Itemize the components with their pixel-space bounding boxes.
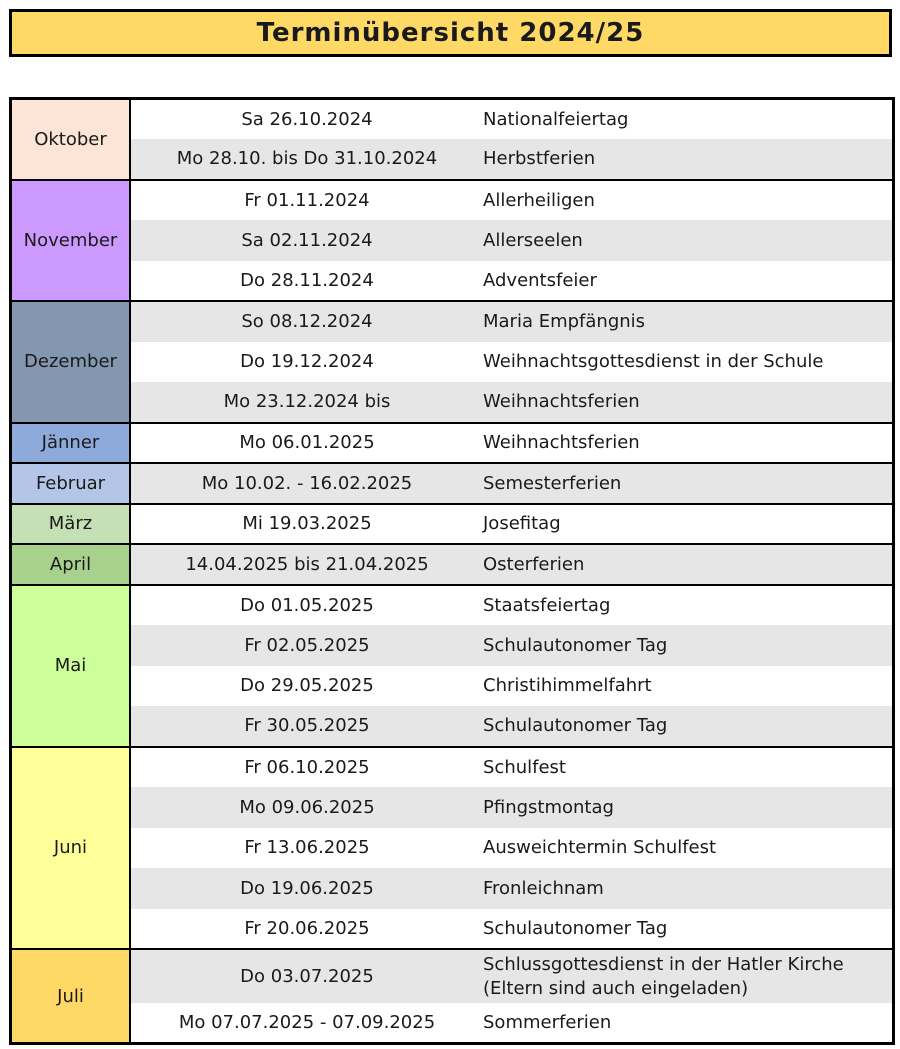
event-date: Mo 28.10. bis Do 31.10.2024 (130, 139, 483, 180)
schedule-row (11, 180, 894, 221)
event-date: Do 28.11.2024 (240, 269, 374, 291)
schedule-row (11, 625, 894, 666)
schedule-row (11, 949, 894, 1003)
event-title: Pfingstmontag (483, 787, 894, 828)
schedule-row (11, 382, 894, 423)
event-date: Mi 19.03.2025 (130, 504, 483, 545)
event-date: Sa 02.11.2024 (130, 220, 483, 261)
schedule-row (11, 585, 894, 626)
event-date: Mo 07.07.2025 - 07.09.2025 (178, 1012, 436, 1033)
event-date: Do 19.12.2024 (240, 351, 374, 373)
event-title: Weihnachtsferien (483, 423, 894, 464)
month-label: Oktober (11, 99, 131, 180)
event-title: Ausweichtermin Schulfest (483, 837, 717, 859)
schedule-row (11, 747, 894, 788)
event-title: Osterferien (483, 544, 894, 585)
month-label: Juli (11, 949, 131, 1044)
month-label: Juni (11, 747, 131, 950)
event-date: Mo 06.01.2025 (130, 423, 483, 464)
schedule-row (11, 463, 894, 504)
event-date: Fr 06.10.2025 (130, 747, 483, 788)
event-title: Weihnachtsgottesdienst in der Schule (483, 351, 824, 373)
event-title: Schulautonomer Tag (483, 625, 894, 666)
event-title: Fronleichnam (483, 868, 894, 909)
schedule-row (11, 1003, 894, 1044)
event-date: Do 29.05.2025 (240, 675, 374, 697)
month-label: Februar (11, 463, 131, 504)
event-date: Do 01.05.2025 (130, 585, 483, 626)
schedule-row (11, 666, 894, 707)
event-title: Josefitag (483, 504, 894, 545)
event-date: Mo 09.06.2025 (130, 787, 483, 828)
event-title: Maria Empfängnis (483, 301, 894, 342)
event-date: Do 19.06.2025 (130, 868, 483, 909)
schedule-row (11, 139, 894, 180)
month-label: November (11, 180, 131, 302)
month-label: Jänner (11, 423, 131, 464)
event-title: Schulautonomer Tag (483, 917, 668, 939)
event-date: Fr 30.05.2025 (130, 706, 483, 747)
event-date: Mo 10.02. - 16.02.2025 (130, 463, 483, 504)
event-title: Nationalfeiertag (483, 99, 894, 140)
schedule-row (11, 828, 894, 869)
schedule-row (11, 261, 894, 302)
event-date: Fr 13.06.2025 (244, 837, 370, 859)
month-label: Mai (11, 585, 131, 747)
event-title: Allerheiligen (483, 180, 894, 221)
schedule-row (11, 342, 894, 383)
schedule-row (11, 868, 894, 909)
event-title: Semesterferien (483, 463, 894, 504)
month-label: Dezember (11, 301, 131, 423)
event-title: Sommerferien (483, 1012, 612, 1033)
event-date: Fr 01.11.2024 (130, 180, 483, 221)
schedule-row (11, 544, 894, 585)
event-date: So 08.12.2024 (130, 301, 483, 342)
event-date: Fr 02.05.2025 (130, 625, 483, 666)
event-title: Schulfest (483, 747, 894, 788)
event-title: Weihnachtsferien (483, 382, 894, 423)
event-title: Staatsfeiertag (483, 585, 894, 626)
schedule-row (11, 99, 894, 140)
schedule-row (11, 504, 894, 545)
event-date: Mo 23.12.2024 bis (130, 382, 483, 423)
event-date: Fr 20.06.2025 (244, 917, 370, 939)
schedule-body (11, 99, 894, 1044)
schedule-row (11, 301, 894, 342)
event-title: Allerseelen (483, 220, 894, 261)
schedule-row (11, 220, 894, 261)
event-title: Schulautonomer Tag (483, 706, 894, 747)
schedule-row (11, 423, 894, 464)
event-title: Schlussgottesdienst in der Hatler Kirche (Eltern sind auch eingeladen) (483, 949, 894, 1003)
schedule-row (11, 909, 894, 950)
event-title: Herbstferien (483, 139, 894, 180)
schedule-row (11, 706, 894, 747)
schedule-row (11, 787, 894, 828)
event-date: Sa 26.10.2024 (130, 99, 483, 140)
event-date: Do 03.07.2025 (130, 949, 483, 1003)
schedule-table (9, 97, 895, 1045)
page-title: Terminübersicht 2024/25 (9, 9, 892, 57)
month-label: April (11, 544, 131, 585)
event-title: Adventsfeier (483, 269, 597, 291)
event-date: 14.04.2025 bis 21.04.2025 (130, 544, 483, 585)
month-label: März (11, 504, 131, 545)
event-title: Christihimmelfahrt (483, 675, 652, 697)
